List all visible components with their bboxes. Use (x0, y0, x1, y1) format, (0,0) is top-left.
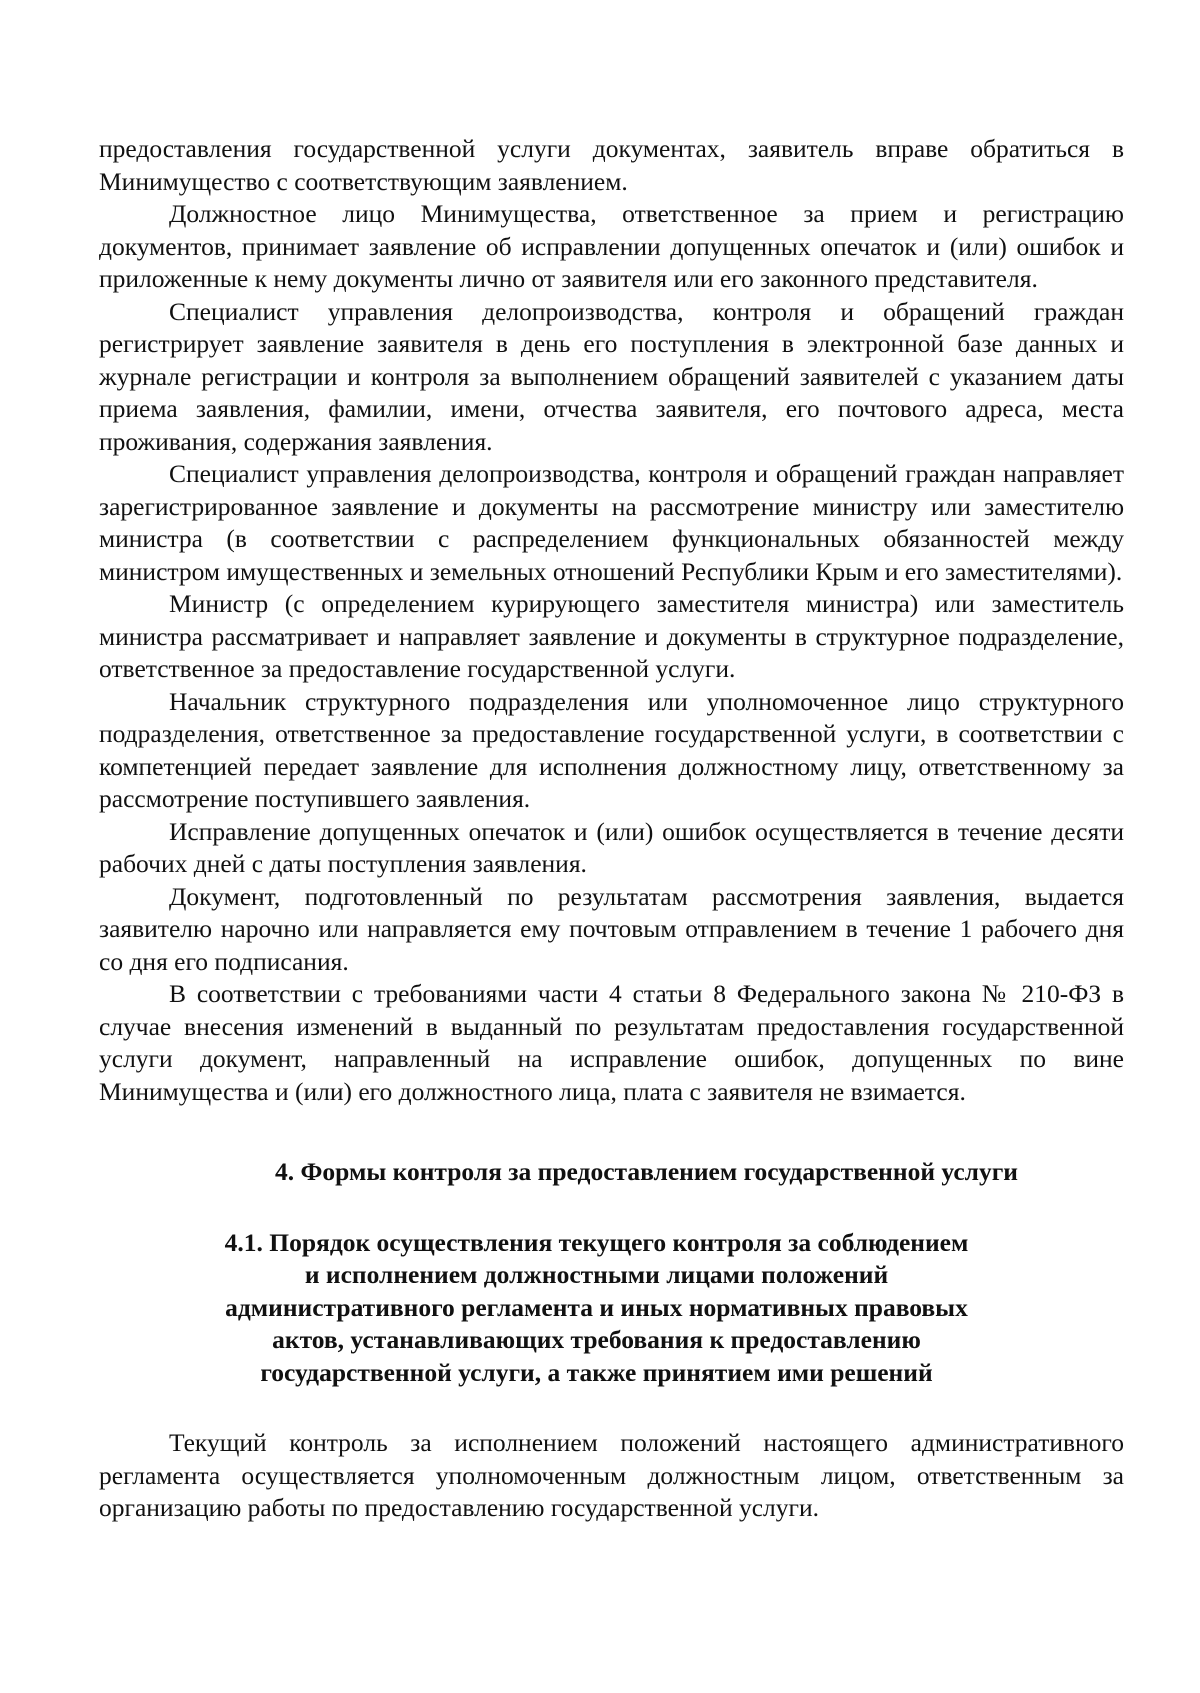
paragraph-document-issued: Документ, подготовленный по результатам рассмотрения заявления, выдается заявителю нарочно или направляется ему почтовым отправлением в течение 1 рабочего дня со дня его подписания. (99, 881, 1124, 976)
section-4-1-title-line: и исполнением должностными лицами положений (304, 1260, 889, 1289)
section-4-1-title-line: актов, устанавливающих требования к предоставлению (272, 1325, 921, 1354)
paragraph-no-fee: В соответствии с требованиями части 4 статьи 8 Федерального закона № 210-ФЗ в случае внесения изменений в выданный по результатам предоставления государственной услуги документ, направленный на исправление ошибок, допущенных по вине Минимущества и (или) его должностного лица, плата с заявителя не взимается. (99, 979, 1124, 1106)
section-4-1-title (99, 1227, 1124, 1390)
section-4-1-title-line: государственной услуги, а также принятием ими решений (260, 1357, 933, 1387)
paragraph-current-control: Текущий контроль за исполнением положений настоящего административного регламента осуществляется уполномоченным должностным лицом, ответственным за организацию работы по предоставлению государственной услуги. (99, 1428, 1124, 1522)
section-4-title: 4. Формы контроля за предоставлением государственной услуги (275, 1157, 1018, 1186)
section-4-1-title-line: административного регламента и иных нормативных правовых (225, 1292, 968, 1322)
paragraph-correction-term: Исправление допущенных опечаток и (или) ошибок осуществляется в течение десяти рабочих дней с даты поступления заявления. (99, 816, 1124, 878)
paragraph-official-accepts: Должностное лицо Минимущества, ответственное за прием и регистрацию документов, принимает заявление об исправлении допущенных опечаток и (или) ошибок и приложенные к нему документы лично от заявителя или его законного представителя. (99, 199, 1124, 293)
section-4-1-title-line: 4.1. Порядок осуществления текущего контроля за соблюдением (224, 1227, 969, 1257)
paragraph-specialist-forwards: Специалист управления делопроизводства, контроля и обращений граждан направляет зарегистрированное заявление и документы на рассмотрение министру или заместителю министра (в соответствии с распределением функциональных обязанностей между министром имущественных и земельных отношений Республики Крым и его заместителями). (99, 459, 1124, 586)
paragraph-specialist-registers: Специалист управления делопроизводства, контроля и обращений граждан регистрирует заявление заявителя в день его поступления в электронной базе данных и журнале регистрации и контроля за выполнением обращений заявителей с указанием даты приема заявления, фамилии, имени, отчества заявителя, его почтового адреса, места проживания, содержания заявления. (99, 296, 1124, 456)
paragraph-continuation: предоставления государственной услуги документах, заявитель вправе обратиться в Минимущество с соответствующим заявлением. (99, 134, 1124, 196)
paragraph-head-of-division: Начальник структурного подразделения или уполномоченное лицо структурного подразделения, ответственное за предоставление государственной услуги, в соответствии с компетенцией передает заявление для исполнения должностному лицу, ответственному за рассмотрение поступившего заявления. (99, 686, 1124, 813)
paragraph-minister-reviews: Министр (с определением курирующего заместителя министра) или заместитель министра рассматривает и направляет заявление и документы в структурное подразделение, ответственное за предоставление государственной услуги. (99, 589, 1124, 683)
document-page (99, 133, 1124, 1525)
